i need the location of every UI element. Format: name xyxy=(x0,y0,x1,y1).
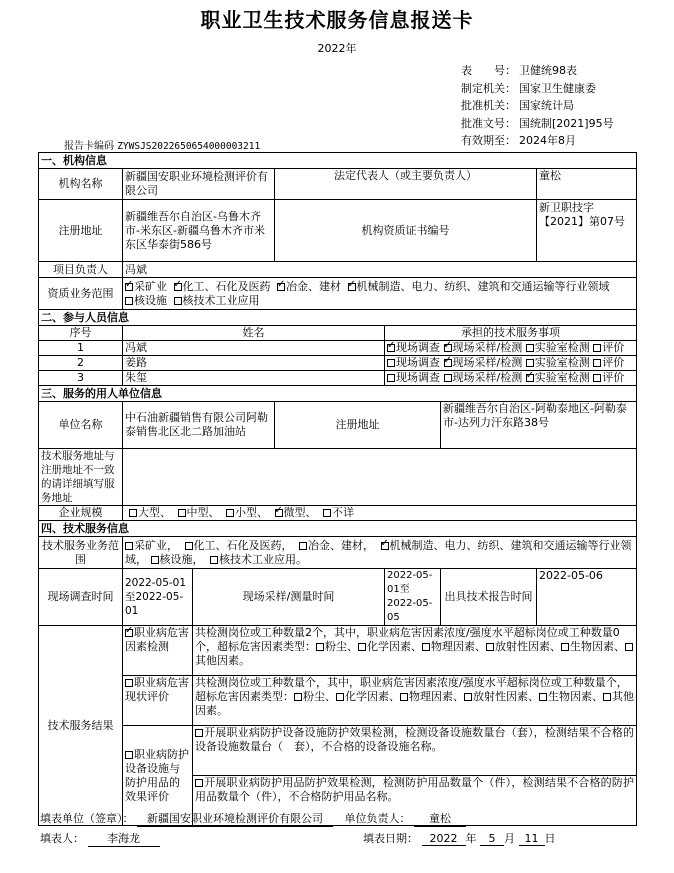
alt-address xyxy=(123,449,637,506)
r3-label: 职业病防护设备设施与防护用品的效果评价 xyxy=(125,747,189,803)
org-name: 新疆国安职业环境检测评价有限公司 xyxy=(123,169,275,200)
checkbox[interactable] xyxy=(387,359,395,367)
checkbox[interactable] xyxy=(178,509,186,517)
checkbox[interactable] xyxy=(526,374,534,382)
checkbox[interactable] xyxy=(593,344,601,352)
checkbox[interactable] xyxy=(539,693,547,701)
checkbox[interactable] xyxy=(444,344,452,352)
r2-label: 职业病危害现状评价 xyxy=(125,676,189,703)
checkbox[interactable] xyxy=(561,643,569,651)
survey-time: 2022-05-01至2022-05-01 xyxy=(123,569,193,626)
meta-row: 表 号： 卫健统98表 xyxy=(461,64,577,77)
result-label: 技术服务结果 xyxy=(39,626,123,826)
r3b-detail: 开展职业病防护用品防护效果检测，检测防护用品数量个（件），检测结果不合格的防护用品数量个（件），不合格防护用品名称。 xyxy=(195,776,635,803)
date-year: 2022 xyxy=(422,832,466,846)
sample-time-label: 现场采样/测量时间 xyxy=(193,569,385,626)
form-table xyxy=(38,152,637,826)
checkbox[interactable] xyxy=(358,643,366,651)
checkbox[interactable] xyxy=(294,693,302,701)
checkbox[interactable] xyxy=(444,359,452,367)
employer-name: 中石油新疆销售有限公司阿勒泰销售北区北二路加油站 xyxy=(123,402,275,449)
checkbox[interactable] xyxy=(174,297,182,305)
checkbox[interactable] xyxy=(125,679,133,687)
meta-row: 批准机关： 国家统计局 xyxy=(461,99,574,112)
size-label: 企业规模 xyxy=(39,506,123,521)
r1-detail: 共检测岗位或工种数量2个，其中，职业病危害因素浓度/强度水平超标岗位或工种数量0个，超标危害因素类型： 粉尘、 化学因素、 物理因素、 放射性因素、 生物因素、其他因素。 xyxy=(193,626,637,676)
staff-row: 2 姜路 现场调查 ✓ 现场采样/检测 实验室检测 评价 xyxy=(39,356,637,371)
qualification-scope: ✓采矿业 ✓ 化工、石化及医药 ✓ 冶金、建材 ✓ 机械制造、电力、纺织、建筑和交通运输等行业领域 核设施 核技术工业应用 xyxy=(123,278,637,310)
form-meta xyxy=(461,62,671,150)
form-title: 职业卫生技术服务信息报送卡 xyxy=(200,8,474,32)
date-month: 5 xyxy=(480,832,504,846)
checkbox[interactable] xyxy=(129,509,137,517)
org-address: 新疆维吾尔自治区-乌鲁木齐市-米东区-新疆乌鲁木齐市米东区华泰街586号 xyxy=(123,200,275,262)
report-year: 2022年 xyxy=(317,42,357,55)
unit-head: 童松 xyxy=(414,810,466,827)
checkbox[interactable] xyxy=(195,779,203,787)
checkbox[interactable] xyxy=(526,359,534,367)
employer-addr-label: 注册地址 xyxy=(275,402,441,449)
report-time: 2022-05-06 xyxy=(537,569,637,626)
checkbox[interactable] xyxy=(299,542,307,550)
checkbox[interactable] xyxy=(316,643,324,651)
card-code: 报告卡编码 ZYWSJS2022650654000003211 xyxy=(64,141,261,152)
unit-label: 单位名称 xyxy=(39,402,123,449)
checkbox[interactable] xyxy=(625,643,633,651)
legal-rep: 童松 xyxy=(537,169,637,200)
checkbox[interactable] xyxy=(275,509,283,517)
checkbox[interactable] xyxy=(125,297,133,305)
meta-row: 制定机关： 国家卫生健康委 xyxy=(461,81,596,95)
r2-detail: 共检测岗位或工种数量个，其中，职业病危害因素浓度/强度水平超标岗位或工种数量个，超标危害因素类型： 粉尘、 化学因素、 物理因素、 放射性因素、 生物因素、 其他因素。 xyxy=(193,676,637,726)
meta-row: 有效期至： 2024年8月 xyxy=(461,134,576,147)
checkbox[interactable] xyxy=(125,629,133,637)
section-org-title: 一、机构信息 xyxy=(39,153,637,169)
sample-time: 2022-05-01至2022-05-05 xyxy=(385,569,441,626)
checkbox[interactable] xyxy=(125,283,133,291)
checkbox[interactable] xyxy=(125,751,133,759)
checkbox[interactable] xyxy=(593,374,601,382)
legal-rep-label: 法定代表人（或主要负责人） xyxy=(275,169,537,200)
section-service-title: 四、技术服务信息 xyxy=(39,521,637,537)
checkbox[interactable] xyxy=(593,359,601,367)
address-label: 注册地址 xyxy=(39,200,123,262)
checkbox[interactable] xyxy=(323,509,331,517)
filler-name: 李海龙 xyxy=(88,830,160,847)
checkbox[interactable] xyxy=(210,556,218,564)
col-name: 姓名 xyxy=(123,326,385,341)
checkbox[interactable] xyxy=(400,693,408,701)
checkbox[interactable] xyxy=(387,374,395,382)
footer-filler-line: 填表人： 李海龙 填表日期： 2022 年 5 月 11 日 xyxy=(40,832,556,845)
scope-label: 资质业务范围 xyxy=(39,278,123,310)
survey-time-label: 现场调查时间 xyxy=(39,569,123,626)
section-employer-title: 三、服务的用人单位信息 xyxy=(39,386,637,402)
checkbox[interactable] xyxy=(151,556,159,564)
r3a-detail: 开展职业病防护设备设施防护效果检测，检测设备设施数量台（套），检测结果不合格的设备设施数量台（ 套），不合格的设备设施名称。 xyxy=(195,726,635,753)
cert-number: 新卫职技字【2021】第07号 xyxy=(537,200,637,262)
staff-row: 3 朱玺 现场调查 现场采样/检测 ✓ 实验室检测 评价 xyxy=(39,371,637,386)
checkbox[interactable] xyxy=(422,643,430,651)
footer-unit-line: 填表单位（签章）： 新疆国安职业环境检测评价有限公司 单位负责人： 童松 xyxy=(40,810,466,827)
checkbox[interactable] xyxy=(277,283,285,291)
r1-label: 职业病危害因素检测 xyxy=(125,626,189,653)
checkbox[interactable] xyxy=(125,542,133,550)
section-staff-title: 二、参与人员信息 xyxy=(39,310,637,326)
checkbox[interactable] xyxy=(174,283,182,291)
checkbox[interactable] xyxy=(603,693,611,701)
checkbox[interactable] xyxy=(464,693,472,701)
staff-row: 1 冯斌 ✓ 现场调查 ✓ 现场采样/检测 实验室检测 评价 xyxy=(39,341,637,356)
cert-label: 机构资质证书编号 xyxy=(275,200,537,262)
checkbox[interactable] xyxy=(381,542,389,550)
meta-row: 批准文号： 国统制[2021]95号 xyxy=(461,116,614,130)
col-no: 序号 xyxy=(39,326,123,341)
checkbox[interactable] xyxy=(348,283,356,291)
service-scope: 采矿业， 化工、石化及医药， 冶金、建材， ✓ 机械制造、电力、纺织、建筑和交通运输等行业领域， 核设施， 核技术工业应用。 xyxy=(123,537,637,569)
checkbox[interactable] xyxy=(336,693,344,701)
checkbox[interactable] xyxy=(444,374,452,382)
alt-addr-label: 技术服务地址与注册地址不一致的请详细填写服务地址 xyxy=(39,449,123,506)
checkbox[interactable] xyxy=(486,643,494,651)
checkbox[interactable] xyxy=(387,344,395,352)
col-tasks: 承担的技术服务事项 xyxy=(385,326,637,341)
checkbox[interactable] xyxy=(195,729,203,737)
enterprise-size: 大型、 中型、 小型、 ✓ 微型、 不详 xyxy=(123,506,637,521)
checkbox[interactable] xyxy=(185,542,193,550)
date-day: 11 xyxy=(519,832,545,846)
report-time-label: 出具技术报告时间 xyxy=(441,569,537,626)
employer-address: 新疆维吾尔自治区-阿勒泰地区-阿勒泰市-达列力汗东路38号 xyxy=(441,402,637,449)
filling-unit: 新疆国安职业环境检测评价有限公司 xyxy=(137,810,333,827)
org-name-label: 机构名称 xyxy=(39,169,123,200)
checkbox[interactable] xyxy=(526,344,534,352)
checkbox[interactable] xyxy=(226,509,234,517)
project-manager: 冯斌 xyxy=(123,262,637,278)
biz-label: 技术服务业务范围 xyxy=(39,537,123,569)
pm-label: 项目负责人 xyxy=(39,262,123,278)
